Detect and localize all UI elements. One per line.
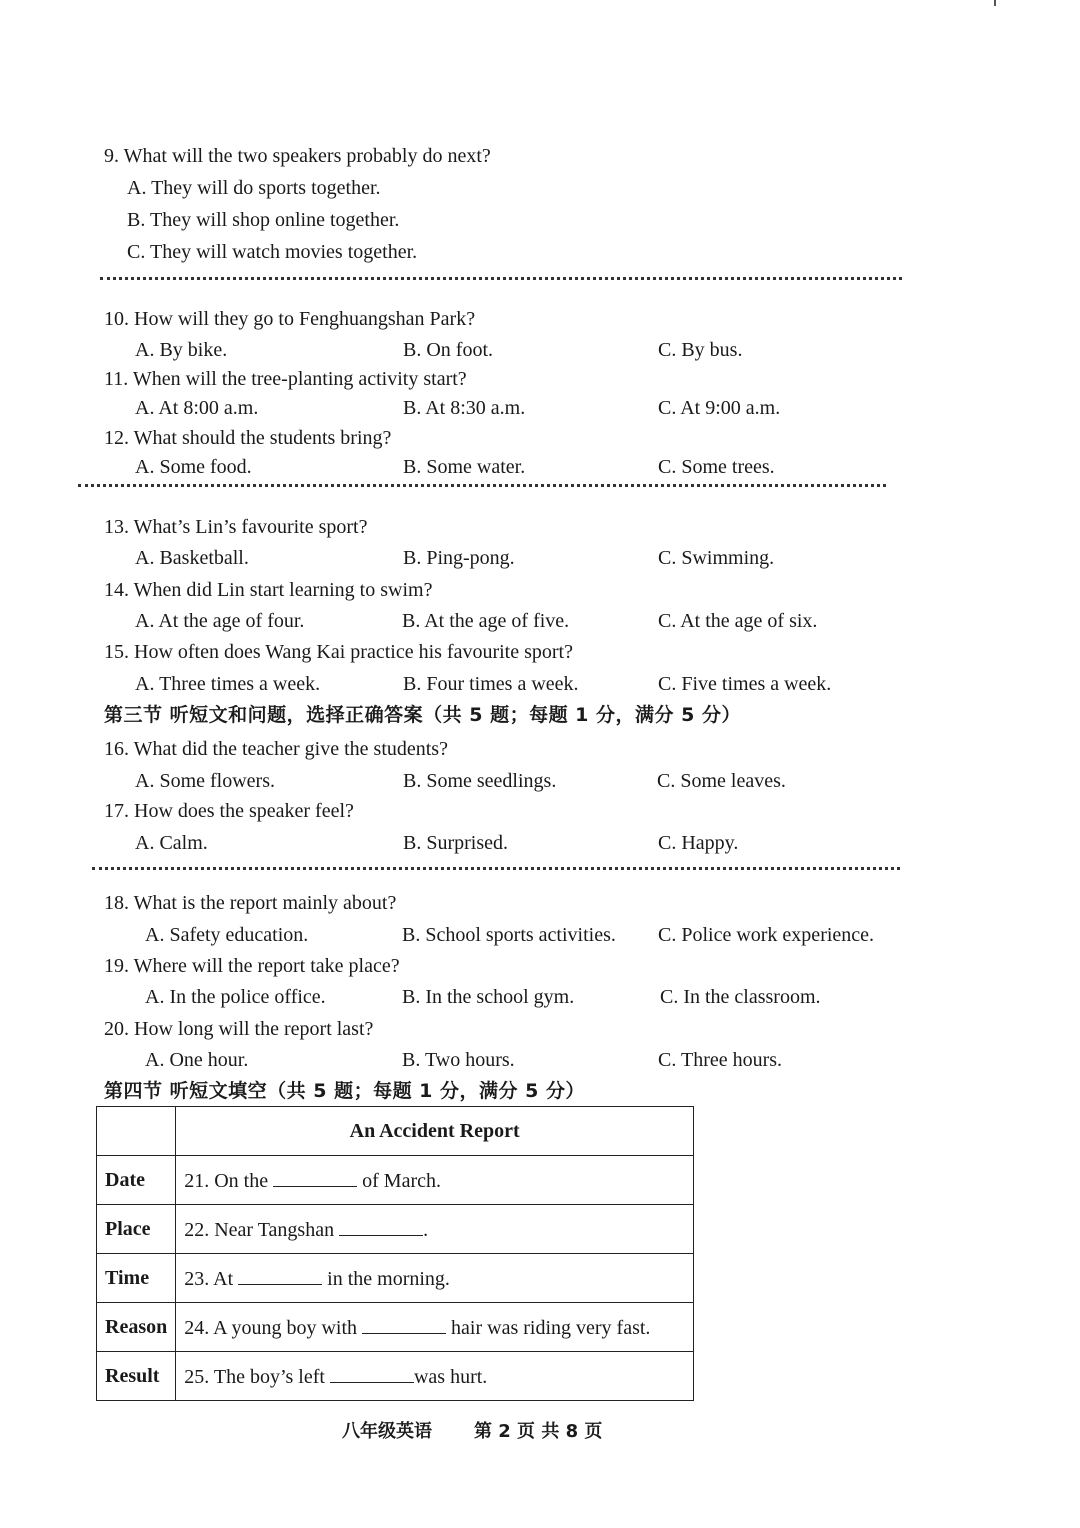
- question-17-option-a: A. Calm.: [135, 832, 208, 854]
- row-text-after: in the morning.: [322, 1267, 450, 1290]
- table-row: [97, 1205, 694, 1254]
- question-12-option-b: B. Some water.: [403, 456, 526, 478]
- corner-mark: [994, 0, 996, 6]
- question-10-option-b: B. On foot.: [403, 339, 493, 361]
- question-16-option-b: B. Some seedlings.: [403, 770, 557, 792]
- answer-blank[interactable]: [339, 1217, 423, 1236]
- row-text-before: 25. The boy’s left: [184, 1365, 330, 1388]
- row-text-after: was hurt.: [413, 1365, 488, 1388]
- question-15-option-c: C. Five times a week.: [658, 673, 832, 695]
- accident-report-table: [96, 1106, 694, 1401]
- question-13-option-a: A. Basketball.: [135, 547, 249, 569]
- row-content: [176, 1254, 694, 1303]
- table-row: [97, 1254, 694, 1303]
- question-10-option-a: A. By bike.: [135, 339, 228, 361]
- row-text-after: .: [423, 1218, 429, 1241]
- question-10-option-c: C. By bus.: [658, 339, 743, 361]
- question-14: 14. When did Lin start learning to swim?: [104, 579, 433, 601]
- question-9-option-a: A. They will do sports together.: [127, 177, 381, 199]
- question-12: 12. What should the students bring?: [104, 427, 392, 449]
- row-label: Place: [97, 1205, 176, 1254]
- answer-blank[interactable]: [330, 1364, 414, 1383]
- question-20-option-a: A. One hour.: [145, 1049, 249, 1071]
- question-18-option-a: A. Safety education.: [145, 924, 309, 946]
- section-3-heading: 第三节 听短文和问题，选择正确答案（共 5 题；每题 1 分，满分 5 分）: [104, 704, 741, 726]
- question-12-option-a: A. Some food.: [135, 456, 252, 478]
- question-16-option-a: A. Some flowers.: [135, 770, 275, 792]
- question-13-option-c: C. Swimming.: [658, 547, 775, 569]
- question-19-option-a: A. In the police office.: [145, 986, 326, 1008]
- page-footer: [342, 1420, 644, 1444]
- question-11-option-a: A. At 8:00 a.m.: [135, 397, 259, 419]
- question-13: 13. What’s Lin’s favourite sport?: [104, 516, 368, 538]
- answer-blank[interactable]: [362, 1315, 446, 1334]
- dotted-divider: [92, 867, 900, 870]
- question-9-option-b: B. They will shop online together.: [127, 209, 400, 231]
- dotted-divider: [100, 277, 902, 280]
- question-15-option-b: B. Four times a week.: [403, 673, 579, 695]
- section-4-heading: 第四节 听短文填空（共 5 题；每题 1 分，满分 5 分）: [104, 1080, 585, 1102]
- table-title: An Accident Report: [176, 1107, 694, 1156]
- question-16-option-c: C. Some leaves.: [657, 770, 786, 792]
- row-label: Time: [97, 1254, 176, 1303]
- question-20-option-b: B. Two hours.: [402, 1049, 515, 1071]
- question-15-option-a: A. Three times a week.: [135, 673, 321, 695]
- row-text-before: 22. Near Tangshan: [184, 1218, 340, 1241]
- question-11: 11. When will the tree-planting activity start?: [104, 368, 467, 390]
- answer-blank[interactable]: [273, 1168, 357, 1187]
- question-13-option-b: B. Ping-pong.: [403, 547, 515, 569]
- question-16: 16. What did the teacher give the students?: [104, 738, 448, 760]
- row-content: [176, 1303, 694, 1352]
- question-10: 10. How will they go to Fenghuangshan Park?: [104, 308, 476, 330]
- row-text-before: 21. On the: [184, 1169, 274, 1192]
- row-label: Date: [97, 1156, 176, 1205]
- table-row: [97, 1156, 694, 1205]
- row-content: [176, 1205, 694, 1254]
- footer-subject: 八年级英语: [342, 1421, 432, 1442]
- row-text-after: of March.: [357, 1169, 441, 1192]
- question-20: 20. How long will the report last?: [104, 1018, 374, 1040]
- question-14-option-c: C. At the age of six.: [658, 610, 818, 632]
- question-9: 9. What will the two speakers probably do next?: [104, 145, 491, 167]
- row-label: Result: [97, 1352, 176, 1401]
- table-header-row: [97, 1107, 694, 1156]
- row-label: Reason: [97, 1303, 176, 1352]
- question-11-option-c: C. At 9:00 a.m.: [658, 397, 781, 419]
- question-18-option-c: C. Police work experience.: [658, 924, 875, 946]
- row-text-after: hair was riding very fast.: [446, 1316, 651, 1339]
- table-row: [97, 1352, 694, 1401]
- table-row: [97, 1303, 694, 1352]
- question-14-option-a: A. At the age of four.: [135, 610, 305, 632]
- question-20-option-c: C. Three hours.: [658, 1049, 783, 1071]
- question-17-option-b: B. Surprised.: [403, 832, 508, 854]
- question-18-option-b: B. School sports activities.: [402, 924, 616, 946]
- footer-page-number: 第 2 页 共 8 页: [474, 1421, 603, 1442]
- question-15: 15. How often does Wang Kai practice his favourite sport?: [104, 641, 573, 663]
- question-9-option-c: C. They will watch movies together.: [127, 241, 418, 263]
- question-17: 17. How does the speaker feel?: [104, 800, 354, 822]
- question-19-option-b: B. In the school gym.: [402, 986, 575, 1008]
- dotted-divider: [78, 484, 886, 487]
- row-text-before: 23. At: [184, 1267, 239, 1290]
- question-17-option-c: C. Happy.: [658, 832, 739, 854]
- row-content: [176, 1352, 694, 1401]
- question-18: 18. What is the report mainly about?: [104, 892, 397, 914]
- row-text-before: 24. A young boy with: [184, 1316, 363, 1339]
- question-14-option-b: B. At the age of five.: [402, 610, 570, 632]
- question-19-option-c: C. In the classroom.: [660, 986, 821, 1008]
- question-19: 19. Where will the report take place?: [104, 955, 400, 977]
- answer-blank[interactable]: [238, 1266, 322, 1285]
- question-11-option-b: B. At 8:30 a.m.: [403, 397, 526, 419]
- table-corner-cell: [97, 1107, 176, 1156]
- row-content: [176, 1156, 694, 1205]
- question-12-option-c: C. Some trees.: [658, 456, 775, 478]
